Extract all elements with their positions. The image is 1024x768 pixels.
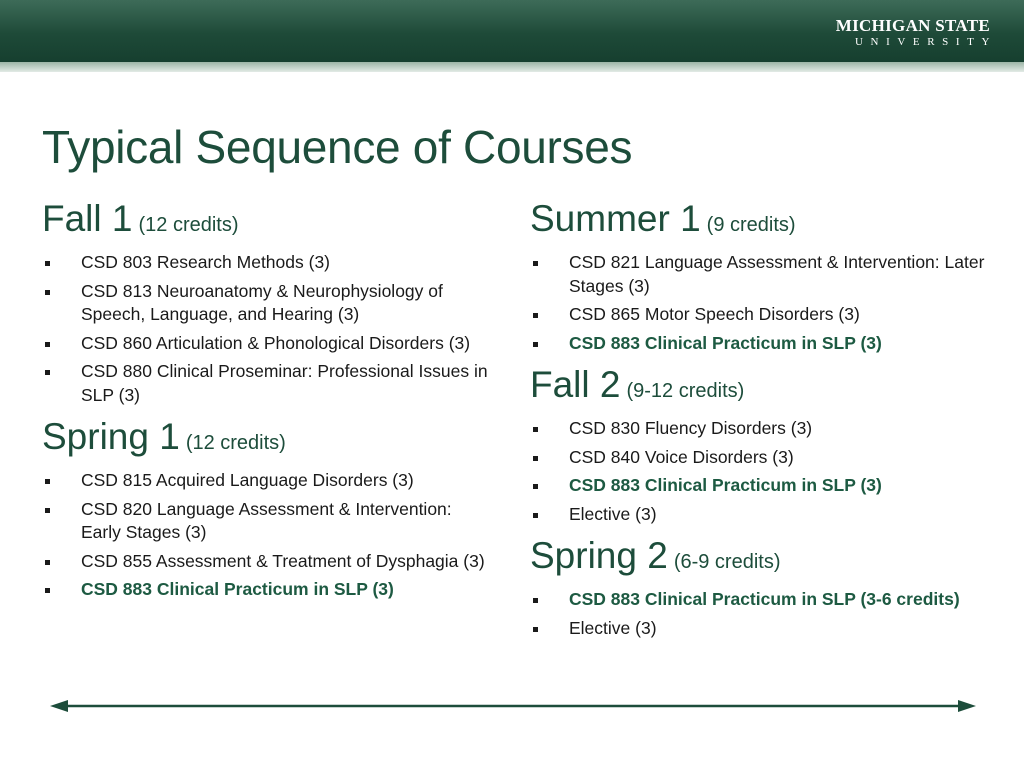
course-item — [530, 303, 1005, 327]
left-column — [42, 195, 492, 608]
msu-logo — [835, 16, 997, 49]
course-item-practicum — [530, 588, 1005, 612]
square-bullet-icon — [45, 370, 50, 375]
course-text: CSD 820 Language Assessment & Intervention: Early Stages (3) — [81, 498, 452, 542]
arrow-right-icon — [958, 700, 976, 712]
course-list-summer1 — [530, 251, 1005, 355]
square-bullet-icon — [45, 508, 50, 513]
course-item — [42, 469, 492, 493]
logo-line2: UNIVERSITY — [855, 36, 997, 48]
square-bullet-icon — [45, 588, 50, 593]
term-credits: (12 credits) — [138, 214, 239, 236]
course-item — [42, 332, 492, 356]
term-heading-spring1 — [42, 413, 492, 469]
square-bullet-icon — [533, 484, 538, 489]
square-bullet-icon — [45, 290, 50, 295]
square-bullet-icon — [533, 513, 538, 518]
course-item — [42, 360, 492, 407]
term-credits: (9-12 credits) — [626, 380, 745, 402]
term-name: Spring 2 — [530, 535, 668, 576]
term-name: Fall 2 — [530, 364, 621, 405]
term-credits: (6-9 credits) — [673, 551, 781, 573]
course-list-fall2 — [530, 417, 1005, 526]
right-column — [530, 195, 1005, 646]
term-heading-summer1 — [530, 195, 1005, 251]
course-text: Elective (3) — [569, 617, 657, 638]
term-heading-fall2 — [530, 361, 1005, 417]
course-text: CSD 855 Assessment & Treatment of Dysphagia (3) — [81, 550, 485, 571]
term-heading-spring2 — [530, 532, 1005, 588]
course-list-spring1 — [42, 469, 492, 602]
square-bullet-icon — [533, 456, 538, 461]
term-credits: (9 credits) — [706, 214, 796, 236]
course-text: CSD 865 Motor Speech Disorders (3) — [569, 304, 860, 324]
course-text: CSD 880 Clinical Proseminar: Professional Issues in SLP (3) — [81, 361, 488, 405]
course-text: CSD 830 Fluency Disorders (3) — [569, 418, 813, 438]
arrow-left-icon — [50, 700, 68, 712]
course-text: CSD 840 Voice Disorders (3) — [569, 446, 794, 467]
course-item — [42, 498, 492, 545]
square-bullet-icon — [533, 598, 538, 603]
term-credits: (12 credits) — [185, 432, 286, 454]
course-text: CSD 803 Research Methods (3) — [81, 252, 330, 272]
course-text: CSD 821 Language Assessment & Intervention: Later Stages (3) — [569, 252, 985, 296]
course-item — [530, 503, 1005, 527]
course-item — [530, 446, 1005, 470]
square-bullet-icon — [45, 342, 50, 347]
course-item — [530, 617, 1005, 641]
square-bullet-icon — [45, 261, 50, 266]
course-text: CSD 883 Clinical Practicum in SLP (3) — [569, 332, 882, 353]
timeline-arrow — [50, 698, 976, 714]
course-text: CSD 813 Neuroanatomy & Neurophysiology of Speech, Language, and Hearing (3) — [81, 280, 443, 324]
course-list-fall1 — [42, 251, 492, 407]
header-bar — [0, 0, 1024, 62]
square-bullet-icon — [533, 427, 538, 432]
term-name: Summer 1 — [530, 198, 701, 239]
course-item — [530, 417, 1005, 441]
square-bullet-icon — [533, 627, 538, 632]
slide-title: Typical Sequence of Courses — [42, 121, 633, 173]
course-item-practicum — [530, 332, 1005, 356]
course-text: CSD 883 Clinical Practicum in SLP (3) — [81, 579, 394, 599]
course-text: CSD 815 Acquired Language Disorders (3) — [81, 470, 414, 490]
square-bullet-icon — [533, 313, 538, 318]
logo-line1: MICHIGAN STATE — [835, 16, 990, 35]
course-text: CSD 883 Clinical Practicum in SLP (3) — [569, 475, 882, 495]
course-text: CSD 860 Articulation & Phonological Disorders (3) — [81, 332, 471, 353]
course-item-practicum — [42, 578, 492, 602]
course-item — [42, 251, 492, 275]
square-bullet-icon — [45, 479, 50, 484]
term-name: Fall 1 — [42, 198, 133, 239]
term-name: Spring 1 — [42, 416, 180, 457]
square-bullet-icon — [45, 560, 50, 565]
course-item-practicum — [530, 474, 1005, 498]
course-item — [42, 280, 492, 327]
square-bullet-icon — [533, 342, 538, 347]
course-text: CSD 883 Clinical Practicum in SLP (3-6 credits) — [569, 589, 960, 609]
square-bullet-icon — [533, 261, 538, 266]
term-heading-fall1 — [42, 195, 492, 251]
course-list-spring2 — [530, 588, 1005, 640]
header-accent-line — [0, 62, 1024, 72]
course-item — [530, 251, 1005, 298]
course-item — [42, 550, 492, 574]
course-text: Elective (3) — [569, 503, 657, 524]
